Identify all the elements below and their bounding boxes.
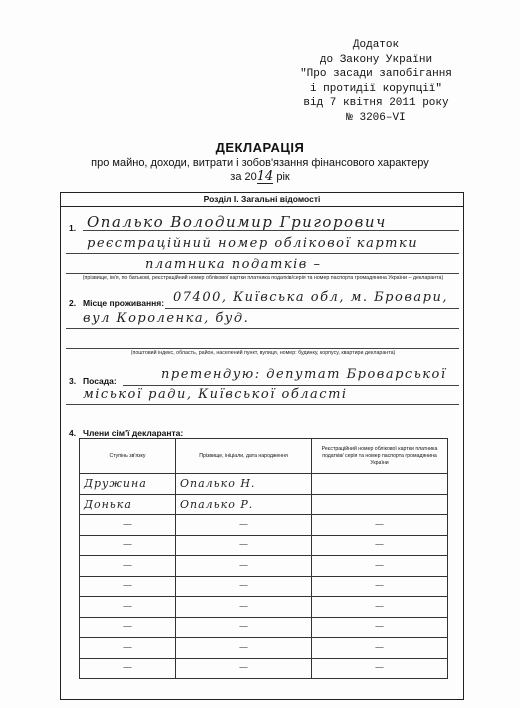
underline bbox=[165, 308, 459, 309]
relation-cell: — bbox=[80, 597, 176, 618]
table-row bbox=[80, 474, 448, 495]
family-members-label: Члени сім'ї декларанта: bbox=[83, 428, 184, 438]
name-cell: — bbox=[176, 556, 312, 577]
table-row bbox=[80, 638, 448, 659]
council-handwritten: міської ради, Київської області bbox=[83, 387, 348, 402]
redaction bbox=[258, 500, 286, 509]
year-line bbox=[0, 170, 520, 184]
item-2-number: 2. bbox=[69, 298, 77, 308]
id-cell bbox=[312, 494, 448, 515]
relation-cell: — bbox=[80, 535, 176, 556]
name-cell: — bbox=[176, 535, 312, 556]
law-line: до Закону України bbox=[319, 53, 433, 66]
name-cell bbox=[176, 494, 312, 515]
column-header: Прізвище, ініціали, дата народження bbox=[176, 439, 312, 474]
residence-label: Місце проживання: bbox=[83, 298, 165, 308]
id-cell: — bbox=[312, 658, 448, 679]
table-header-row bbox=[80, 439, 448, 474]
column-header: Реєстраційний номер облікової картки платника податків/ серія та номер паспорта громадянина України bbox=[312, 439, 448, 474]
table-row bbox=[80, 494, 448, 515]
underline bbox=[123, 385, 459, 386]
law-line: від 7 квітня 2011 року bbox=[303, 97, 449, 109]
declarant-name-handwritten: Опалько Володимир Григорович bbox=[87, 213, 387, 231]
document-title: ДЕКЛАРАЦІЯ bbox=[215, 140, 305, 155]
taxpayer-handwritten: платника податків – bbox=[145, 257, 322, 272]
family-members-table bbox=[79, 438, 448, 679]
law-line: № 3206–VI bbox=[346, 111, 406, 124]
name-cell: — bbox=[176, 617, 312, 638]
id-cell: — bbox=[312, 576, 448, 597]
relation-cell: — bbox=[80, 658, 176, 679]
law-line: Додаток bbox=[352, 39, 400, 51]
redaction bbox=[260, 480, 288, 489]
item-1-number: 1. bbox=[69, 223, 77, 233]
section-frame bbox=[60, 192, 464, 700]
item-3-number: 3. bbox=[69, 376, 77, 386]
position-label: Посада: bbox=[83, 376, 117, 386]
id-cell: — bbox=[312, 556, 448, 577]
year-handwritten: 14 bbox=[256, 169, 274, 184]
year-prefix: за 20 bbox=[230, 171, 257, 183]
table-row bbox=[80, 617, 448, 638]
relation-cell: — bbox=[80, 515, 176, 536]
document-subtitle bbox=[0, 156, 520, 184]
year-suffix: рік bbox=[276, 171, 290, 183]
underline bbox=[66, 348, 459, 349]
id-cell: — bbox=[312, 535, 448, 556]
relation-cell: — bbox=[80, 617, 176, 638]
item-1-caption: (прізвище, ім'я, по батькові, реєстраційний номер облікової картки платника податків/серія та номер паспорта громадянина України – декларанта) bbox=[82, 275, 444, 281]
id-cell bbox=[312, 474, 448, 495]
name-cell: — bbox=[176, 515, 312, 536]
residence-handwritten: 07400, Київська обл, м. Бровари, bbox=[173, 290, 448, 305]
name-cell bbox=[176, 474, 312, 495]
name-cell: — bbox=[176, 597, 312, 618]
underline bbox=[66, 404, 459, 405]
table-row bbox=[80, 658, 448, 679]
relation-cell: — bbox=[80, 638, 176, 659]
name-text: Опалько Н. bbox=[180, 477, 256, 491]
name-cell: — bbox=[176, 638, 312, 659]
relation-cell: — bbox=[80, 576, 176, 597]
name-text: Опалько Р. bbox=[180, 497, 254, 511]
subtitle-line: про майно, доходи, витрати і зобов'язання фінансового характеру bbox=[91, 157, 429, 169]
registration-number-handwritten: реєстраційний номер облікової картки bbox=[87, 236, 419, 251]
id-cell: — bbox=[312, 515, 448, 536]
table-row bbox=[80, 556, 448, 577]
section-title: Розділ І. Загальні відомості bbox=[61, 193, 463, 207]
relation-cell: Донька bbox=[80, 494, 176, 515]
table-row bbox=[80, 597, 448, 618]
underline bbox=[66, 253, 459, 254]
table-row bbox=[80, 576, 448, 597]
name-cell: — bbox=[176, 658, 312, 679]
column-header: Ступінь зв'язку bbox=[80, 439, 176, 474]
name-cell: — bbox=[176, 576, 312, 597]
underline bbox=[66, 273, 459, 274]
underline bbox=[66, 328, 459, 329]
law-line: "Про засади запобігання bbox=[300, 68, 452, 80]
id-cell: — bbox=[312, 597, 448, 618]
law-line: і протидії корупції" bbox=[309, 82, 443, 95]
relation-cell: — bbox=[80, 556, 176, 577]
table-row bbox=[80, 535, 448, 556]
table-row bbox=[80, 515, 448, 536]
item-2-caption: (поштовий індекс, область, район, населений пункт, вулиця, номер: будинку, корпусу, квартири декларанта) bbox=[130, 350, 396, 356]
id-cell: — bbox=[312, 638, 448, 659]
id-cell: — bbox=[312, 617, 448, 638]
position-handwritten: претендую: депутат Броварської bbox=[161, 367, 447, 382]
underline bbox=[83, 230, 459, 231]
relation-cell: Дружина bbox=[80, 474, 176, 495]
law-reference-header bbox=[276, 38, 476, 125]
street-handwritten: вул Короленка, буд. bbox=[83, 311, 250, 326]
item-4-number: 4. bbox=[69, 428, 77, 438]
